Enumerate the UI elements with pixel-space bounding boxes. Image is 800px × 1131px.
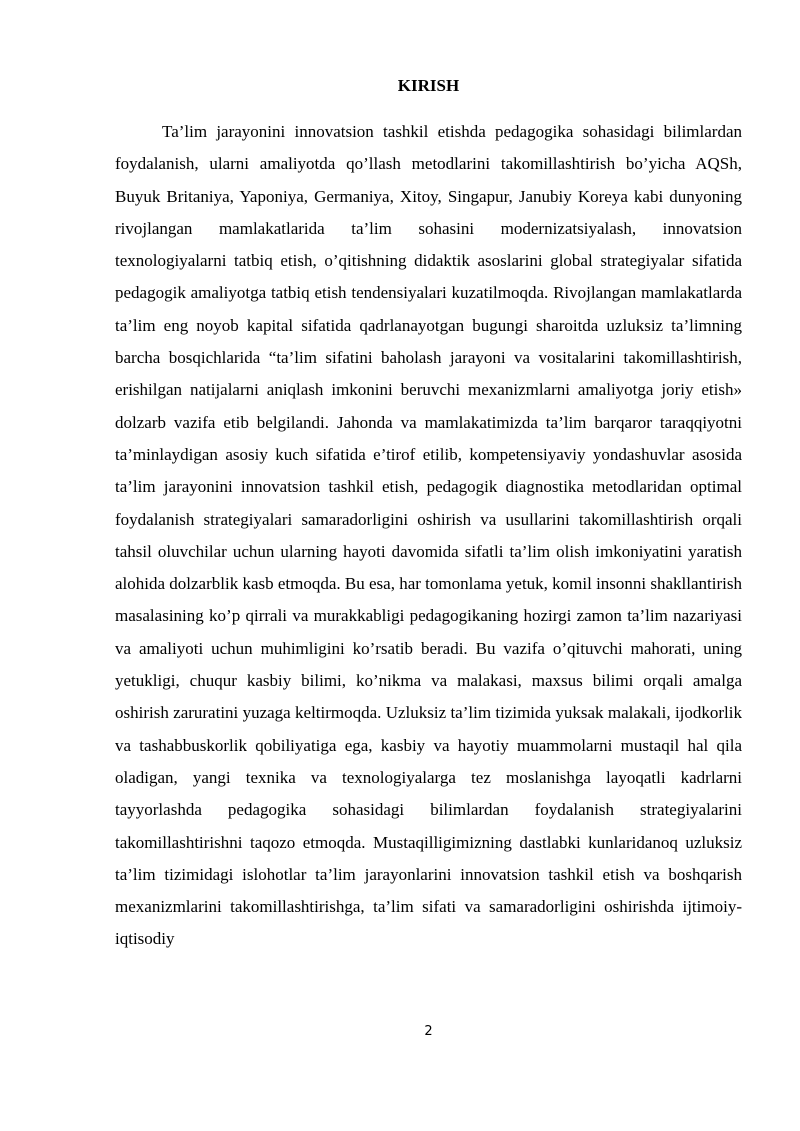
body-paragraph: Ta’lim jarayonini innovatsion tashkil etishda pedagogika sohasidagi bilimlardan foydalanish, ularni amaliyotda qo’llash metodlarini takomillashtirish bo’yicha AQSh, Buyuk Britaniya, Yaponiya, Germaniya, Xitoy, Singapur, Janubiy Koreya kabi dunyoning rivojlangan mamlakatlarida ta’lim sohasini modernizatsiyalash, innovatsion texnologiyalarni tatbiq etish, o’qitishning didaktik asoslarini global strategiyalar sifatida pedagogik amaliyotga tatbiq etish tendensiyalari kuzatilmoqda. Rivojlangan mamlakatlarda ta’lim eng noyob kapital sifatida qadrlanayotgan bugungi sharoitda uzluksiz ta’limning barcha bosqichlarida “ta’lim sifatini baholash jarayoni va vositalarini takomillashtirish, erishilgan natijalarni aniqlash imkonini beruvchi mexanizmlarni amaliyotga joriy etish» dolzarb vazifa etib belgilandi. Jahonda va mamlakatimizda ta’lim barqaror taraqqiyotni ta’minlaydigan asosiy kuch sifatida e’tirof etilib, kompetensiyaviy yondashuvlar asosida ta’lim jarayonini innovatsion tashkil etish, pedagogik diagnostika metodlaridan optimal foydalanish strategiyalari samaradorligini oshirish va usullarini takomillashtirish orqali tahsil oluvchilar uchun ularning hayoti davomida sifatli ta’lim olish imkoniyatini yaratish alohida dolzarblik kasb etmoqda. Bu esa, har tomonlama yetuk, komil insonni shakllantirish masalasining ko’p qirrali va murakkabligi pedagogikaning hozirgi zamon ta’lim nazariyasi va amaliyoti uchun muhimligini ko’rsatib beradi. Bu vazifa o’qituvchi mahorati, uning yetukligi, chuqur kasbiy bilimi, ko’nikma va malakasi, maxsus bilimi orqali amalga oshirish zaruratini yuzaga keltirmoqda. Uzluksiz ta’lim tizimida yuksak malakali, ijodkorlik va tashabbuskorlik qobiliyatiga ega, kasbiy va hayotiy muammolarni mustaqil hal qila oladigan, yangi texnika va texnologiyalarga tez moslanishga layoqatli kadrlarni tayyorlashda pedagogika sohasidagi bilimlardan foydalanish strategiyalarini takomillashtirishni taqozo etmoqda. Mustaqilligimizning dastlabki kunlaridanoq uzluksiz ta’lim tizimidagi islohotlar ta’lim jarayonlarini innovatsion tashkil etish va boshqarish mexanizmlarini takomillashtirishga, ta’lim sifati va samaradorligini oshirishda ijtimoiy-iqtisodiy — [115, 122, 742, 949]
page-number: 2 — [424, 1024, 433, 1039]
section-heading: KIRISH — [397, 76, 460, 95]
